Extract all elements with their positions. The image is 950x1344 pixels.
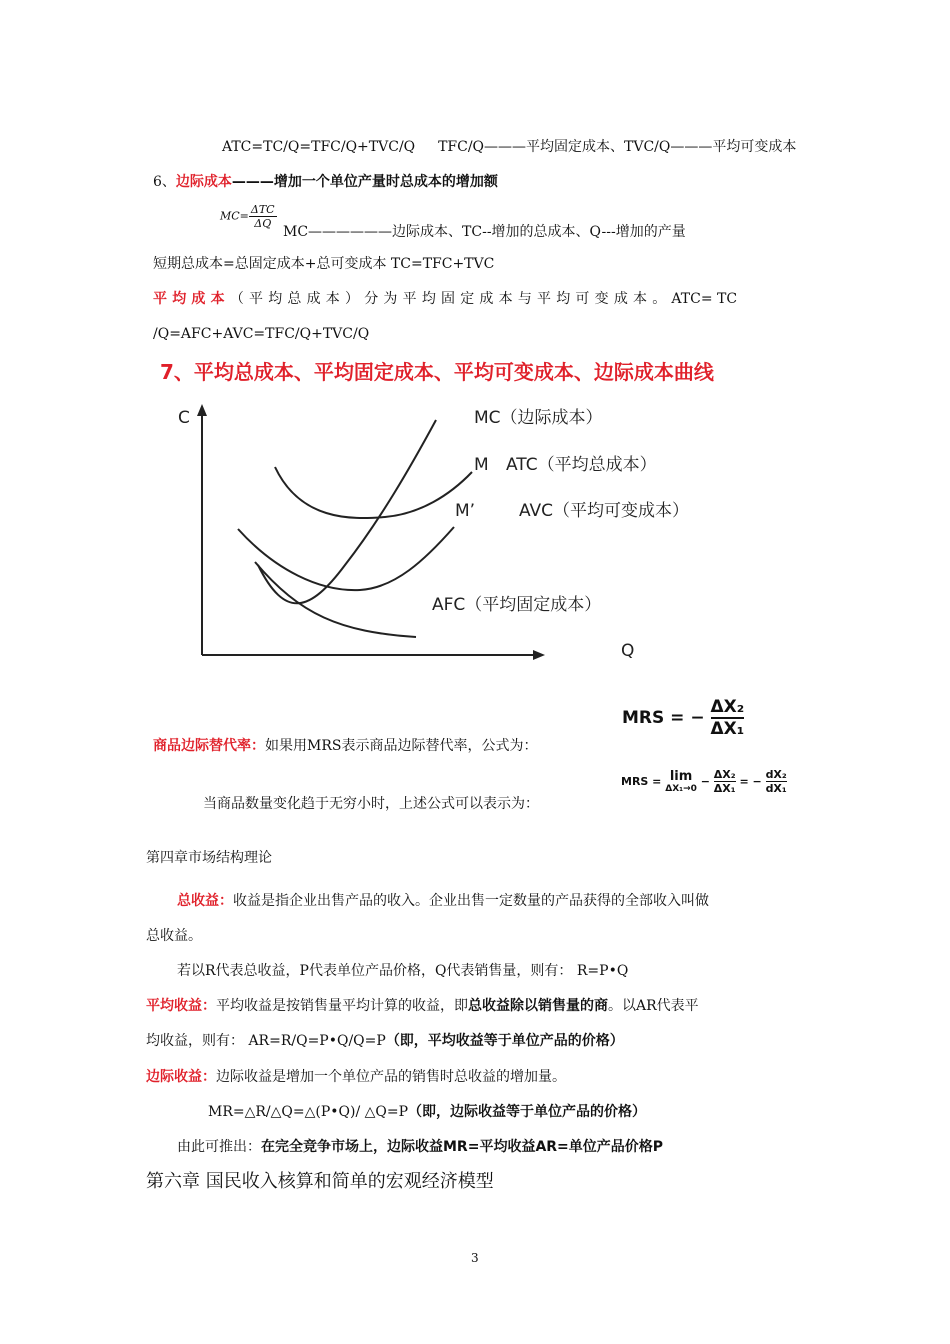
x-axis-arrow	[533, 650, 545, 660]
marginal-revenue-line	[146, 1067, 566, 1087]
avc-curve	[238, 527, 454, 590]
average-cost-line-2: /Q=AFC+AVC=TFC/Q+TVC/Q	[153, 326, 370, 342]
y-axis-arrow	[197, 404, 207, 416]
average-revenue-label: 平均收益：	[146, 998, 216, 1014]
average-revenue-bold: 总收益除以销售量的商	[468, 998, 608, 1014]
deduction-line	[177, 1137, 663, 1157]
mrs-label: 商品边际替代率：	[153, 738, 265, 754]
atc-description: TFC/Q———平均固定成本、TVC/Q———平均可变成本	[438, 139, 797, 155]
mrs-formula-1-numerator: ΔX₂	[710, 697, 745, 717]
chapter-4-heading: 第四章市场结构理论	[146, 850, 272, 866]
afc-curve-label: AFC（平均固定成本）	[432, 595, 602, 615]
mrs-line	[153, 736, 537, 756]
mrs-formula-2-limit	[665, 769, 697, 794]
mrs-formula-2-fraction-2	[766, 768, 787, 795]
atc-formula: ATC=TC/Q=TFC/Q+TVC/Q	[222, 139, 416, 155]
mrs-formula-2-denominator-2: dX₁	[765, 782, 787, 795]
x-axis-label: Q	[621, 641, 635, 661]
total-revenue-text: 收益是指企业出售产品的收入。企业出售一定数量的产品获得的全部收入叫做	[233, 893, 709, 909]
item-6-definition: ———增加一个单位产量时总成本的增加额	[231, 174, 498, 190]
mrs-formula-2-lim: lim	[669, 769, 693, 784]
marginal-revenue-text: 边际收益是增加一个单位产品的销售时总收益的增加量。	[216, 1069, 566, 1085]
average-revenue-line-1	[146, 996, 699, 1016]
mrs-formula-2-denominator-1: ΔX₁	[713, 782, 736, 795]
mc-fraction-denominator: ΔQ	[254, 217, 272, 230]
mrs-formula-2-numerator-2: dX₂	[765, 768, 787, 781]
mrs-formula-2-fraction-1	[714, 768, 736, 795]
item-7-title: 7、平均总成本、平均固定成本、平均可变成本、边际成本曲线	[160, 360, 714, 384]
short-run-cost-line: 短期总成本=总固定成本+总可变成本 TC=TFC+TVC	[153, 256, 495, 272]
average-revenue-line-2	[146, 1031, 624, 1051]
mrs-formula-1-lhs: MRS = −	[622, 708, 705, 728]
mrs-formula-2: MRS = lim ΔX₁→0 − $\frac{\text{ΔX₂}}{\text{ΔX₁}}$ = − $\frac{\text{dX₂}}{\text{dX₁}}$	[621, 768, 787, 795]
mr-formula-line	[208, 1102, 646, 1122]
mr-formula-note: （即，边际收益等于单位产品的价格）	[408, 1104, 647, 1120]
mrs-formula-2-numerator-1: ΔX₂	[713, 768, 736, 781]
mrs-limit-text: 当商品数量变化趋于无穷小时，上述公式可以表示为：	[203, 796, 539, 812]
total-revenue-line-2: 总收益。	[146, 928, 202, 944]
atc-curve	[275, 467, 472, 518]
mrs-formula-2-lim-sub: ΔX₁→0	[665, 784, 697, 794]
total-revenue-line-1	[177, 891, 709, 911]
mc-fraction-numerator: ΔTC	[250, 203, 275, 216]
mc-curve-label: MC（边际成本）	[474, 408, 603, 428]
mc-description: MC——————边际成本、TC--增加的总成本、Q---增加的产量	[283, 224, 686, 240]
average-revenue-text-end: 。以AR代表平	[608, 998, 699, 1014]
y-axis-label: C	[178, 408, 190, 428]
mc-formula-lhs: MC=	[220, 209, 249, 223]
revenue-formula-line: 若以R代表总收益，P代表单位产品价格，Q代表销售量，则有： R=P•Q	[177, 963, 629, 979]
deduction-intro: 由此可推出：	[177, 1139, 261, 1155]
average-cost-paren: （平均总成本）	[229, 291, 365, 307]
mrs-text: 如果用MRS表示商品边际替代率，公式为：	[265, 738, 538, 754]
average-revenue-formula: 均收益，则有： AR=R/Q=P•Q/Q=P	[146, 1033, 386, 1049]
mrs-formula-2-equals: = −	[739, 775, 762, 788]
average-cost-split: 分为平均固定成本与平均可变成本。	[364, 291, 672, 307]
page-number: 3	[471, 1251, 479, 1265]
mrs-formula-1-denominator: ΔX₁	[710, 719, 745, 739]
average-cost-term: 平均成本	[153, 291, 230, 307]
average-cost-formula-start: ATC= TC	[671, 291, 738, 307]
afc-curve	[255, 562, 416, 637]
chapter-6-heading: 第六章 国民收入核算和简单的宏观经济模型	[146, 1171, 494, 1192]
point-m-label: M	[474, 455, 489, 475]
mrs-formula-1	[622, 697, 744, 739]
avc-curve-label: AVC（平均可变成本）	[519, 501, 690, 521]
mrs-formula-1-fraction	[711, 697, 745, 739]
item-6-term: 边际成本	[175, 174, 232, 190]
deduction-conclusion: 在完全竞争市场上，边际收益MR=平均收益AR=单位产品价格P	[261, 1139, 664, 1155]
item-6-number: 6、	[153, 174, 176, 190]
total-revenue-label: 总收益：	[177, 893, 233, 909]
point-m-prime-label: M’	[455, 501, 476, 521]
marginal-revenue-label: 边际收益：	[146, 1069, 216, 1085]
average-revenue-note: （即，平均收益等于单位产品的价格）	[385, 1033, 624, 1049]
mrs-formula-2-lhs: MRS =	[621, 775, 662, 788]
atc-curve-label: ATC（平均总成本）	[506, 455, 657, 475]
mr-formula: MR=△R/△Q=△(P•Q)/ △Q=P	[208, 1104, 409, 1120]
average-revenue-text: 平均收益是按销售量平均计算的收益，即	[216, 998, 468, 1014]
